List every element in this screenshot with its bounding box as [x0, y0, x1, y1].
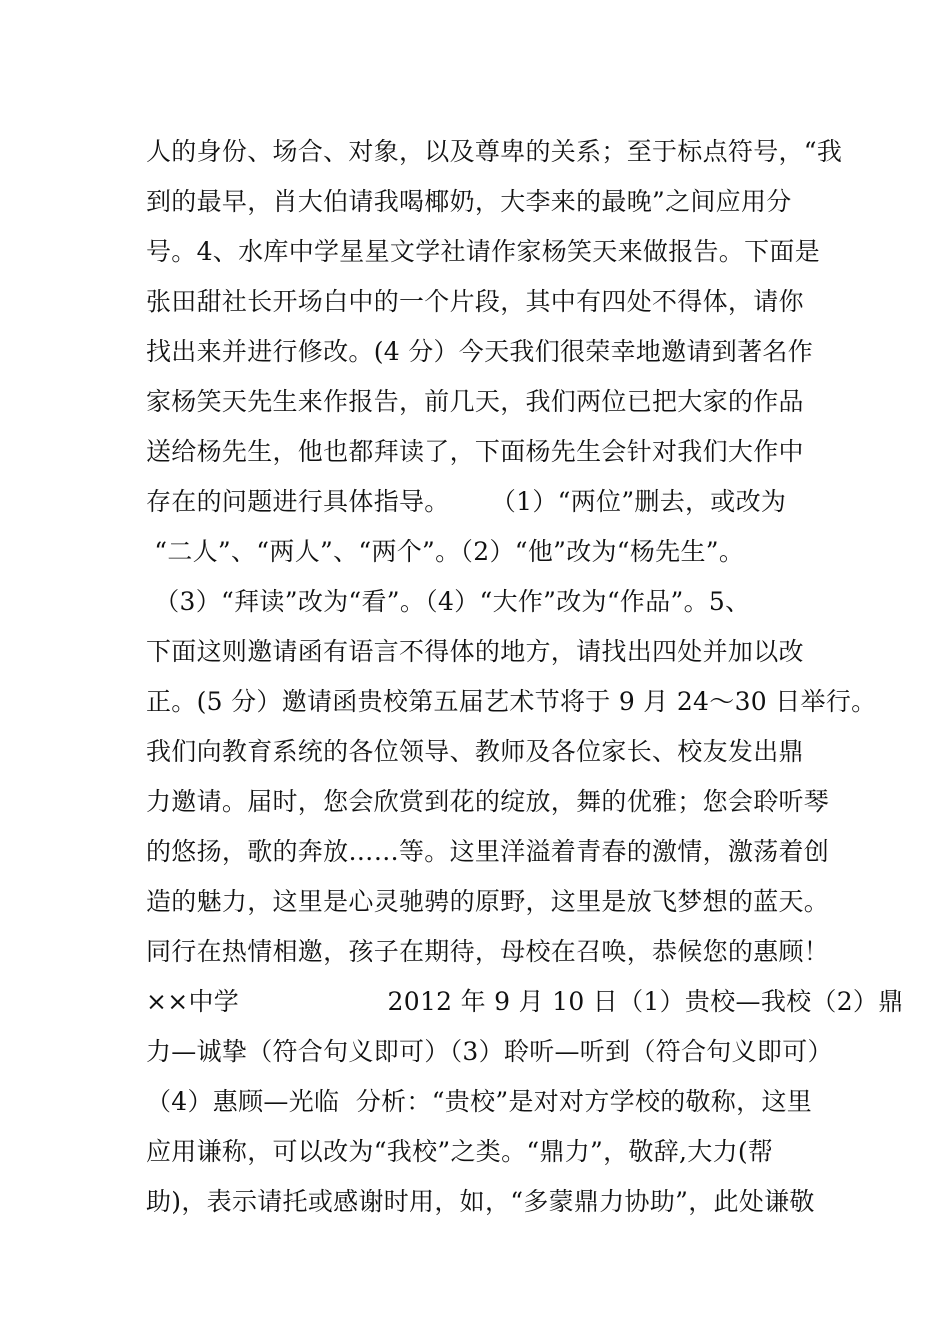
text-line: 正。(5 分）邀请函贵校第五届艺术节将于 9 月 24～30 日举行。: [146, 687, 877, 716]
text-line: 我们向教育系统的各位领导、教师及各位家长、校友发出鼎: [146, 737, 804, 766]
text-line: 助)，表示请托或感谢时用，如，“多蒙鼎力协助”，此处谦敬: [146, 1187, 815, 1216]
text-line: （3）“拜读”改为“看”。（4）“大作”改为“作品”。5、: [146, 587, 751, 616]
text-line: 力邀请。届时，您会欣赏到花的绽放，舞的优雅；您会聆听琴: [146, 787, 830, 816]
text-line: 人的身份、场合、对象，以及尊卑的关系；至于标点符号，“我: [146, 137, 843, 166]
text-line: 的悠扬，歌的奔放……等。这里洋溢着青春的激情，激荡着创: [146, 837, 830, 866]
text-line: 找出来并进行修改。(4 分）今天我们很荣幸地邀请到著名作: [146, 337, 814, 366]
text-line: 号。4、水库中学星星文学社请作家杨笑天来做报告。下面是: [146, 237, 821, 266]
text-line: 家杨笑天先生来作报告，前几天，我们两位已把大家的作品: [146, 387, 804, 416]
text-line: 力—诚挚（符合句义即可）（3）聆听—听到（符合句义即可）: [146, 1037, 833, 1066]
text-line: “二人”、“两人”、“两个”。（2）“他”改为“杨先生”。: [146, 537, 745, 566]
body-text: [146, 127, 904, 1227]
text-line: 张田甜社长开场白中的一个片段，其中有四处不得体，请你: [146, 287, 804, 316]
text-line: 下面这则邀请函有语言不得体的地方，请找出四处并加以改: [146, 637, 804, 666]
text-line: 到的最早，肖大伯请我喝椰奶，大李来的最晚”之间应用分: [146, 187, 792, 216]
text-line: ××中学 2012 年 9 月 10 日（1）贵校—我校（2）鼎: [146, 987, 904, 1016]
text-line: 存在的问题进行具体指导。 （1）“两位”删去，或改为: [146, 487, 787, 516]
text-line: （4）惠顾—光临 分析：“贵校”是对对方学校的敬称，这里: [146, 1087, 813, 1116]
text-line: 造的魅力，这里是心灵驰骋的原野，这里是放飞梦想的蓝天。: [146, 887, 830, 916]
text-line: 送给杨先生，他也都拜读了，下面杨先生会针对我们大作中: [146, 437, 804, 466]
text-line: 应用谦称，可以改为“我校”之类。“鼎力”，敬辞,大力(帮: [146, 1137, 774, 1166]
text-line: 同行在热情相邀，孩子在期待，母校在召唤，恭候您的惠顾！: [146, 937, 830, 966]
